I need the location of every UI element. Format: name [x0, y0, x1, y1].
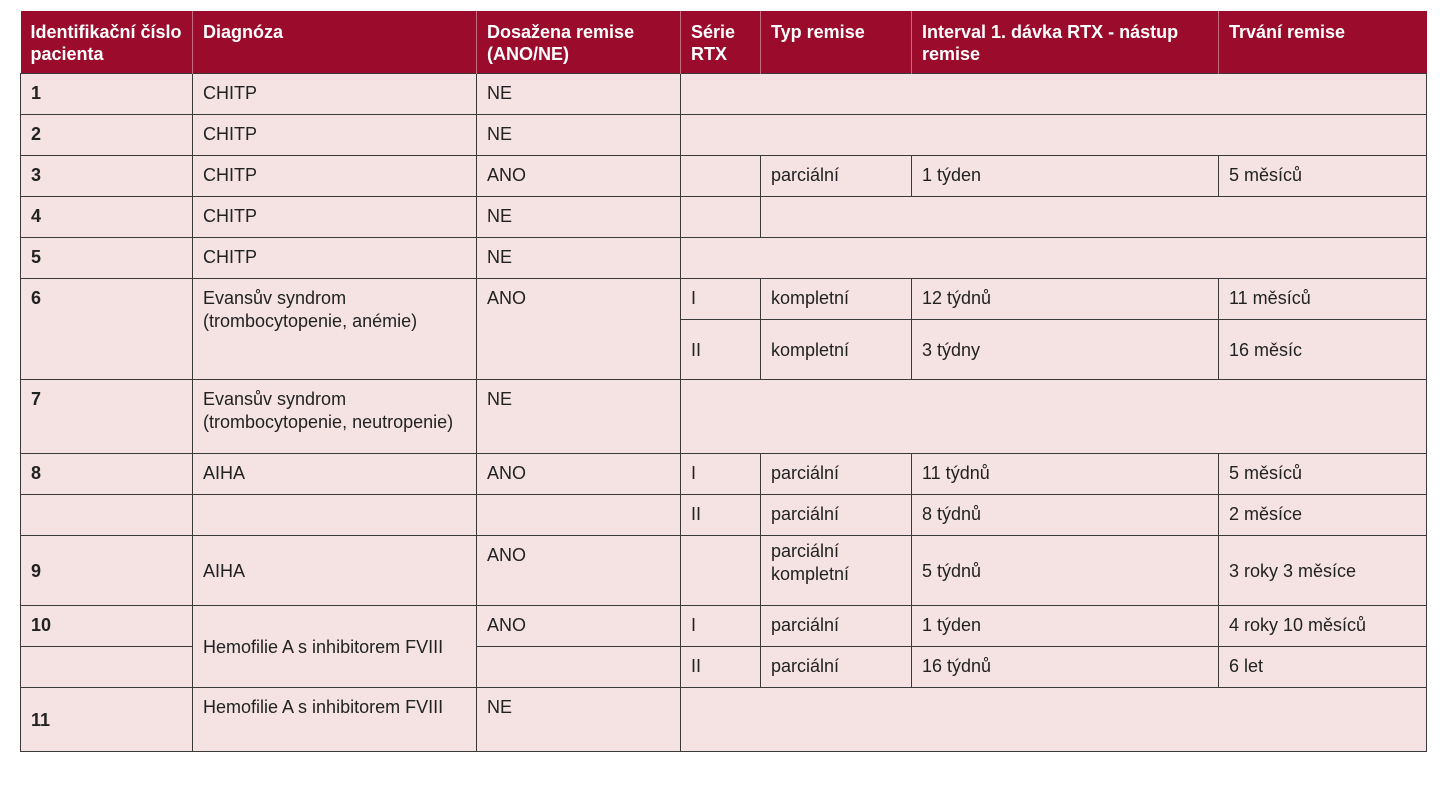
header-interval: Interval 1. dávka RTX - nástup remise: [912, 11, 1219, 73]
diagnosis-cell: [193, 494, 477, 535]
rtx-series-cell: II: [681, 646, 761, 687]
duration-cell: 16 měsíc: [1219, 319, 1427, 379]
rtx-series-cell: II: [681, 494, 761, 535]
diagnosis-cell: Evansův syndrom (trombocytopenie, neutropenie): [193, 379, 477, 453]
header-patient-id: Identifikační číslo pacienta: [21, 11, 193, 73]
remission-cell: NE: [477, 196, 681, 237]
table-row: [21, 605, 1427, 646]
patient-id-cell: [21, 494, 193, 535]
interval-cell: 1 týden: [912, 605, 1219, 646]
remission-type-cell: parciální: [761, 494, 912, 535]
diagnosis-cell: Hemofilie A s inhibitorem FVIII: [193, 687, 477, 751]
header-remission-duration: Trvání remise: [1219, 11, 1427, 73]
diagnosis-cell: Evansův syndrom (trombocytopenie, anémie): [193, 278, 477, 379]
rtx-series-cell: II: [681, 319, 761, 379]
remission-type-cell: kompletní: [761, 278, 912, 319]
table-row: [21, 114, 1427, 155]
remission-cell: ANO: [477, 605, 681, 646]
table-row: [21, 494, 1427, 535]
diagnosis-cell: CHITP: [193, 155, 477, 196]
duration-cell: 11 měsíců: [1219, 278, 1427, 319]
table-row: [21, 453, 1427, 494]
remission-cell: ANO: [477, 155, 681, 196]
patient-id-cell: 6: [21, 278, 193, 379]
diagnosis-cell: CHITP: [193, 237, 477, 278]
interval-cell: 3 týdny: [912, 319, 1219, 379]
remission-cell: NE: [477, 379, 681, 453]
patient-id-cell: 1: [21, 73, 193, 114]
empty-cell: [681, 237, 1427, 278]
empty-cell: [681, 73, 1427, 114]
rtx-series-cell: [681, 155, 761, 196]
remission-type-cell: kompletní: [761, 319, 912, 379]
table-row: [21, 73, 1427, 114]
patient-id-cell: 4: [21, 196, 193, 237]
patient-id-cell: 9: [21, 535, 193, 605]
empty-cell: [761, 196, 1427, 237]
empty-cell: [681, 114, 1427, 155]
diagnosis-cell: CHITP: [193, 196, 477, 237]
remission-cell: ANO: [477, 453, 681, 494]
table-header-row: [21, 11, 1427, 73]
table-row: [21, 535, 1427, 605]
table-row: [21, 155, 1427, 196]
interval-cell: 5 týdnů: [912, 535, 1219, 605]
table-row: [21, 278, 1427, 319]
remission-cell: [477, 646, 681, 687]
remission-type-cell: parciální: [761, 155, 912, 196]
patient-id-cell: 7: [21, 379, 193, 453]
header-remission-achieved: Dosažena remise (ANO/NE): [477, 11, 681, 73]
remission-type-cell: parciální: [761, 646, 912, 687]
duration-cell: 5 měsíců: [1219, 155, 1427, 196]
duration-cell: 5 měsíců: [1219, 453, 1427, 494]
empty-cell: [681, 196, 761, 237]
diagnosis-cell: CHITP: [193, 73, 477, 114]
header-diagnosis: Diagnóza: [193, 11, 477, 73]
duration-cell: 4 roky 10 měsíců: [1219, 605, 1427, 646]
diagnosis-cell: CHITP: [193, 114, 477, 155]
remission-cell: [477, 494, 681, 535]
interval-cell: 1 týden: [912, 155, 1219, 196]
remission-type-cell: parciální kompletní: [761, 535, 912, 605]
remission-cell: NE: [477, 687, 681, 751]
table-row: [21, 687, 1427, 751]
diagnosis-cell: AIHA: [193, 453, 477, 494]
remission-type-cell: parciální: [761, 453, 912, 494]
diagnosis-cell: Hemofilie A s inhibitorem FVIII: [193, 605, 477, 687]
patient-id-cell: [21, 646, 193, 687]
duration-cell: 2 měsíce: [1219, 494, 1427, 535]
duration-cell: 6 let: [1219, 646, 1427, 687]
rtx-series-cell: [681, 535, 761, 605]
interval-cell: 12 týdnů: [912, 278, 1219, 319]
patient-id-cell: 8: [21, 453, 193, 494]
remission-type-cell: parciální: [761, 605, 912, 646]
duration-cell: 3 roky 3 měsíce: [1219, 535, 1427, 605]
patient-id-cell: 2: [21, 114, 193, 155]
diagnosis-cell: AIHA: [193, 535, 477, 605]
patient-id-cell: 5: [21, 237, 193, 278]
remission-cell: ANO: [477, 535, 681, 605]
rtx-series-cell: I: [681, 278, 761, 319]
rtx-series-cell: I: [681, 453, 761, 494]
rtx-series-cell: I: [681, 605, 761, 646]
patient-id-cell: 11: [21, 687, 193, 751]
remission-table: [20, 11, 1427, 752]
table-row: [21, 237, 1427, 278]
patient-id-cell: 10: [21, 605, 193, 646]
remission-cell: NE: [477, 237, 681, 278]
interval-cell: 11 týdnů: [912, 453, 1219, 494]
header-rtx-series: Série RTX: [681, 11, 761, 73]
interval-cell: 8 týdnů: [912, 494, 1219, 535]
empty-cell: [681, 379, 1427, 453]
table-row: [21, 196, 1427, 237]
table-row: [21, 379, 1427, 453]
remission-cell: NE: [477, 73, 681, 114]
interval-cell: 16 týdnů: [912, 646, 1219, 687]
header-remission-type: Typ remise: [761, 11, 912, 73]
patient-id-cell: 3: [21, 155, 193, 196]
remission-cell: NE: [477, 114, 681, 155]
remission-cell: ANO: [477, 278, 681, 379]
empty-cell: [681, 687, 1427, 751]
